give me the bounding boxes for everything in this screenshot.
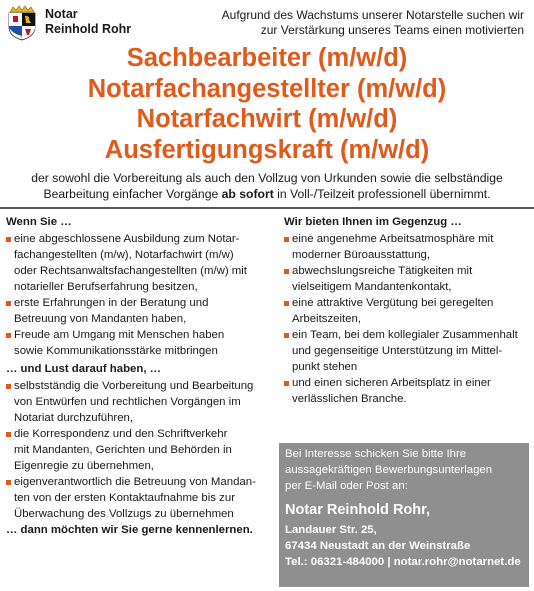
job-description: der sowohl die Vorbereitung als auch den Vollzug von Urkunden sowie die selbständige Bearbeitung einfacher Vorgänge ab sofort in Voll-/Teilzeit professionell übernimmt.: [31, 171, 503, 201]
bullet-icon: [284, 333, 289, 338]
street: Landauer Str. 25,: [285, 524, 377, 536]
benefits-list: [284, 231, 528, 407]
contact-name: Notar Reinhold Rohr,: [285, 502, 430, 518]
benefits-column: [284, 212, 528, 407]
contact-box: [279, 443, 529, 587]
requirements-column: [6, 212, 272, 538]
job-title: Sachbearbeiter (m/w/d): [126, 44, 408, 72]
list-item: eigenverantwortlich die Betreuung von Mandan- ten von der ersten Kontaktaufnahme bis zur Überwachung des Vollzugs zu übernehmen: [6, 474, 272, 522]
list-item: abwechslungsreiche Tätigkeiten mit vielseitigem Mandantenkontakt,: [284, 263, 528, 295]
bullet-icon: [6, 384, 11, 389]
tasks-list: [6, 378, 272, 522]
list-item: die Korrespondenz und den Schriftverkehr mit Mandanten, Gerichten und Behörden in Eigenregie zu übernehmen,: [6, 426, 272, 474]
job-title: Notarfachangestellter (m/w/d): [87, 74, 447, 103]
contact-intro: Bei Interesse schicken Sie bitte Ihre aussagekräftigen Bewerbungsunterlagen per E-Mail oder Post an:: [285, 448, 493, 492]
requirements-list: [6, 231, 272, 359]
bullet-icon: [284, 237, 289, 242]
bullet-icon: [284, 301, 289, 306]
phone-email-link[interactable]: Tel.: 06321-484000 | notar.rohr@notarnet.de: [285, 556, 521, 568]
notary-logo: [7, 5, 137, 45]
list-item: selbstständig die Vorbereitung und Bearbeitung von Entwürfen und rechtlichen Vorgängen im Notariat durchzuführen,: [6, 378, 272, 426]
benefits-heading: Wir bieten Ihnen im Gegenzug …: [284, 216, 462, 228]
intro-text: Aufgrund des Wachstums unserer Notarstelle suchen wir zur Verstärkung unseres Teams einen motivierten: [221, 8, 524, 37]
list-item: eine angenehme Arbeitsatmosphäre mit moderner Büroausstattung,: [284, 231, 528, 263]
bullet-icon: [6, 333, 11, 338]
bullet-icon: [284, 269, 289, 274]
job-title: Notarfachwirt (m/w/d): [136, 105, 398, 133]
bullet-icon: [6, 301, 11, 306]
list-item: und einen sicheren Arbeitsplatz in einer verlässlichen Branche.: [284, 375, 528, 407]
tasks-heading: … und Lust darauf haben, …: [6, 363, 162, 375]
bullet-icon: [284, 381, 289, 386]
list-item: Freude am Umgang mit Menschen haben sowie Kommunikationsstärke mitbringen: [6, 327, 272, 359]
list-item: eine attraktive Vergütung bei geregelten Arbeitszeiten,: [284, 295, 528, 327]
bullet-icon: [6, 480, 11, 485]
list-item: ein Team, bei dem kollegialer Zusammenhalt und gegenseitige Unterstützung im Mittel- punkt stehen: [284, 327, 528, 375]
bullet-icon: [6, 237, 11, 242]
bullet-icon: [6, 432, 11, 437]
job-title: Ausfertigungskraft (m/w/d): [104, 135, 430, 164]
notary-name: Notar Reinhold Rohr: [45, 7, 132, 36]
list-item: eine abgeschlossene Ausbildung zum Notar- fachangestellten (m/w), Notarfachwirt (m/w) oder Rechtsanwaltsfachangestellten (m/w) mit notarieller Berufserfahrung besitzen,: [6, 231, 272, 295]
rheinland-pfalz-crest-icon: [7, 5, 37, 41]
closing-line: … dann möchten wir Sie gerne kennenlernen.: [6, 524, 253, 536]
job-titles: [0, 43, 534, 165]
list-item: erste Erfahrungen in der Beratung und Betreuung von Mandanten haben,: [6, 295, 272, 327]
divider: [0, 207, 534, 209]
city: 67434 Neustadt an der Weinstraße: [285, 540, 471, 552]
contact-address: [285, 522, 525, 570]
requirements-heading: Wenn Sie …: [6, 216, 72, 228]
